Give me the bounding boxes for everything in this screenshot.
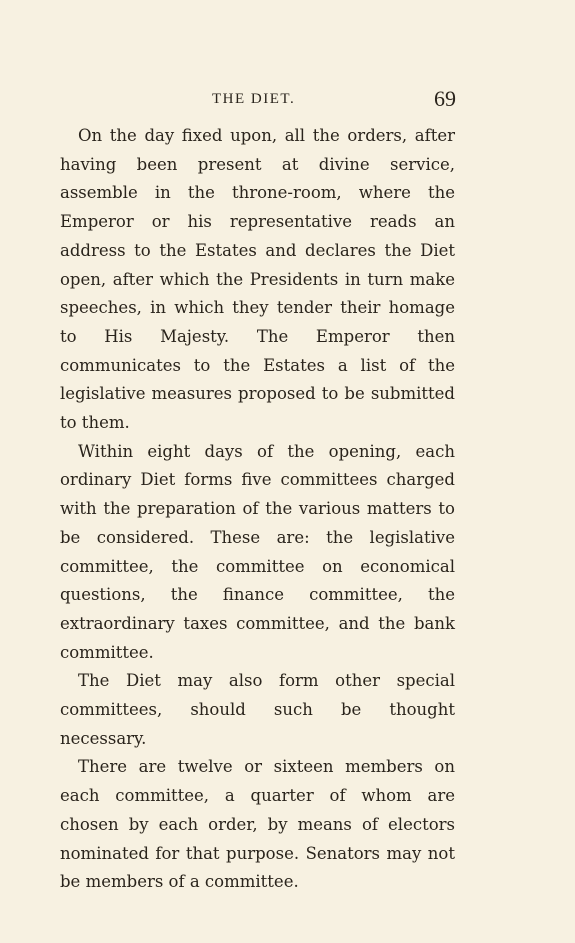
running-title: THE DIET. — [212, 91, 296, 107]
paragraph-special-committees: The Diet may also form other special committees, should such be thought necessary. — [60, 671, 455, 748]
page-number: 69 — [434, 86, 456, 111]
paragraph-committee-members: There are twelve or sixteen members on each committee, a quarter of whom are chosen by each order, by means of electors nominated for that purpose. Senators may not be members of a committee. — [60, 757, 455, 892]
body-text — [60, 122, 455, 897]
paragraph-committees: Within eight days of the opening, each ordinary Diet forms five committees charged with the preparation of the various matters to be considered. These are: the legislative committee, the committee on economical questions, the finance committee, the extraordinary taxes committee, and the bank committee. — [60, 441, 455, 662]
page-header — [60, 88, 460, 114]
paragraph-opening-ceremony: On the day fixed upon, all the orders, after having been present at divine service, assemble in the throne-room, where the Emperor or his representative reads an address to the Estates and declares the Diet open, after which the Presidents in turn make speeches, in which they tender their homage to His Majesty. The Emperor then communicates to the Estates a list of the legislative measures proposed to be submitted to them. — [60, 126, 455, 433]
